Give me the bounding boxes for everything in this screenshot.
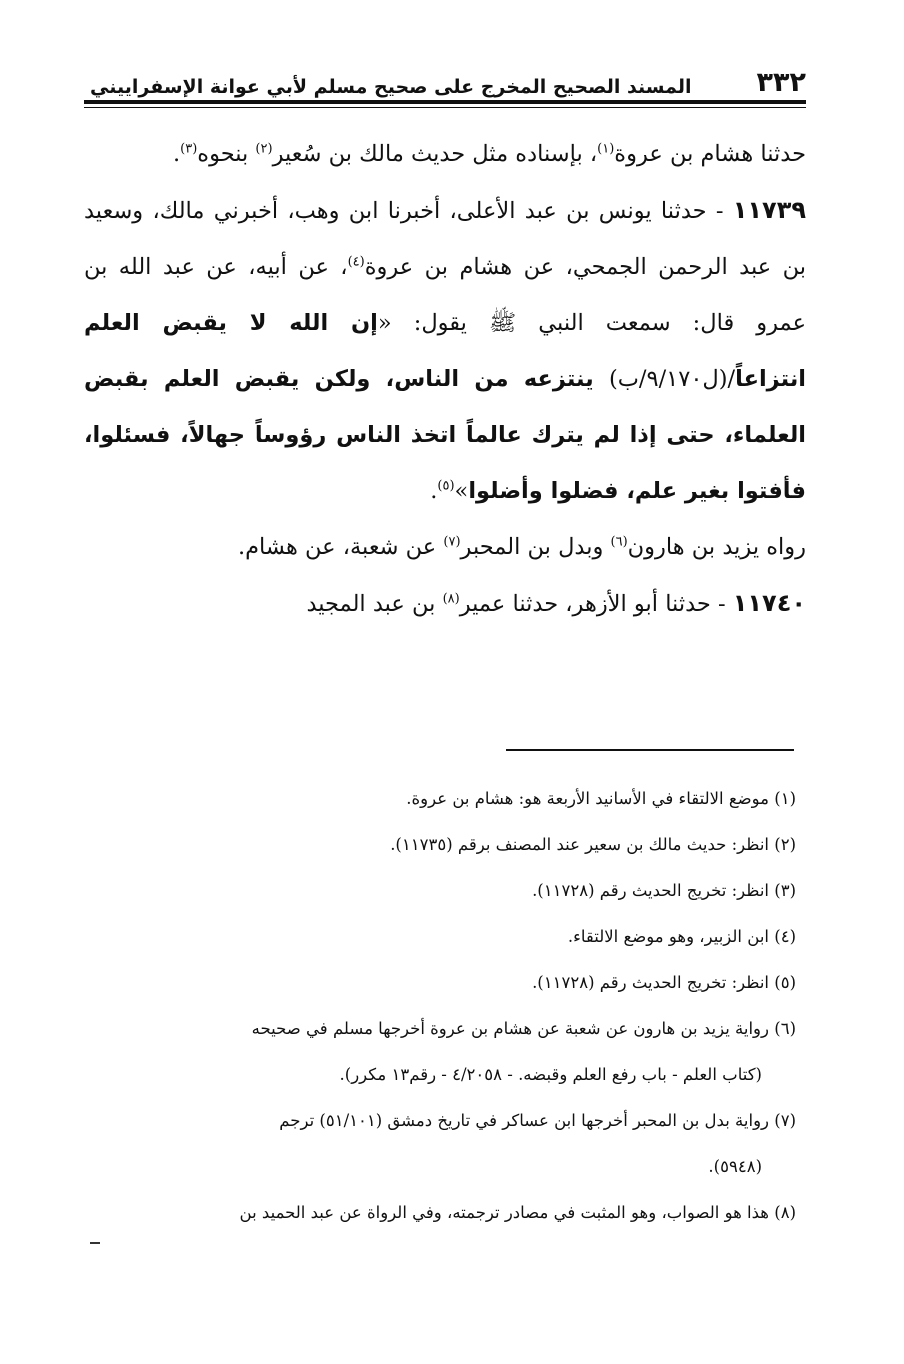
footnote-3: (٣) انظر: تخريج الحديث رقم (١١٧٢٨).	[532, 881, 796, 900]
header-rule-thick	[84, 100, 806, 104]
footnote-ref-6: (٦)	[610, 534, 628, 550]
footnote-ref-8: (٨)	[442, 591, 460, 607]
footnote-ref-1: (١)	[597, 141, 615, 157]
matn-text: ينتزعه من الناس، ولكن يقبض العلم بقبض العلماء، حتى إذا لم يترك عالماً اتخذ الناس رؤوساً جهالاً، فسئلوا، فأفتوا بغير علم، فضلوا وأضلوا	[84, 366, 806, 504]
isnad-text: - حدثنا أبو الأزهر، حدثنا عمير	[459, 591, 733, 617]
footnote-ref-3: (٣)	[180, 141, 198, 157]
footnote-ref-5: (٥)	[437, 478, 455, 494]
footnote-ref-7: (٧)	[443, 534, 461, 550]
text-span: وبدل بن المحبر	[460, 534, 611, 560]
running-title: المسند الصحيح المخرج على صحيح مسلم لأبي عوانة الإسفراييني	[90, 76, 692, 98]
text-span: ، بإسناده مثل حديث مالك بن سُعير	[272, 141, 598, 167]
footnotes	[84, 776, 796, 1236]
text-span: رواه يزيد بن هارون	[627, 534, 806, 560]
hadith-11740	[84, 575, 806, 632]
hadith-number: ١١٧٣٩	[732, 196, 806, 224]
text-span: »	[454, 478, 469, 504]
isnad-text: بن عبد المجيد	[306, 591, 443, 617]
footnote-ref-2: (٢)	[255, 141, 273, 157]
matn-text: إن الله لا يقبض العلم انتزاعاً	[84, 310, 806, 392]
footnote-4: (٤) ابن الزبير، وهو موضع الالتقاء.	[567, 927, 796, 946]
header-rule-thin	[84, 107, 806, 108]
footnote-1: (١) موضع الالتقاء في الأسانيد الأربعة هو: هشام بن عروة.	[406, 789, 796, 808]
page-number: ٣٣٢	[756, 67, 806, 98]
hadith-number: ١١٧٤٠	[732, 589, 806, 617]
footnote-7: (٧) رواية بدل بن المحبر أخرجها ابن عساكر في تاريخ دمشق (٥١/١٠١) ترجم	[279, 1111, 796, 1130]
isnad-text: - حدثنا يونس بن عبد الأعلى، أخبرنا ابن وهب، أخبرني مالك، وسعيد بن عبد الرحمن الجمحي، عن هشام بن عروة	[84, 198, 806, 280]
footnote-2: (٢) انظر: حديث مالك بن سعير عند المصنف برقم (١١٧٣٥).	[390, 835, 796, 854]
text-span: عن شعبة، عن هشام.	[237, 534, 444, 560]
hadith-11739	[84, 182, 806, 519]
footnote-6-continued: (كتاب العلم - باب رفع العلم وقبضه. - ٤/٢٠٥٨ - رقم١٣ مكرر).	[339, 1065, 762, 1084]
footnote-6: (٦) رواية يزيد بن هارون عن شعبة عن هشام بن عروة أخرجها مسلم في صحيحه	[251, 1019, 796, 1038]
continuation-mark	[90, 1242, 100, 1244]
paragraph-continuation	[84, 126, 806, 182]
text-span: حدثنا هشام بن عروة	[614, 141, 806, 167]
footnote-ref-4: (٤)	[347, 254, 365, 270]
main-text	[84, 126, 806, 632]
page-header	[84, 58, 806, 98]
text-span: .	[172, 141, 181, 167]
isnad-text: ، عن أبيه، عن عبد الله بن عمرو قال: سمعت النبي ﷺ يقول: «	[84, 254, 806, 336]
footnote-7-continued: (٥٩٤٨).	[708, 1157, 762, 1176]
paragraph-riwaya	[84, 519, 806, 575]
text-span: .	[430, 478, 438, 504]
footnote-separator	[506, 749, 794, 751]
text-span: بنحوه	[197, 141, 256, 167]
manuscript-ref: /(ل٩/١٧٠/ب)	[608, 366, 736, 392]
footnote-8: (٨) هذا هو الصواب، وهو المثبت في مصادر ترجمته، وفي الرواة عن عبد الحميد بن	[239, 1203, 796, 1222]
footnote-5: (٥) انظر: تخريج الحديث رقم (١١٧٢٨).	[532, 973, 796, 992]
